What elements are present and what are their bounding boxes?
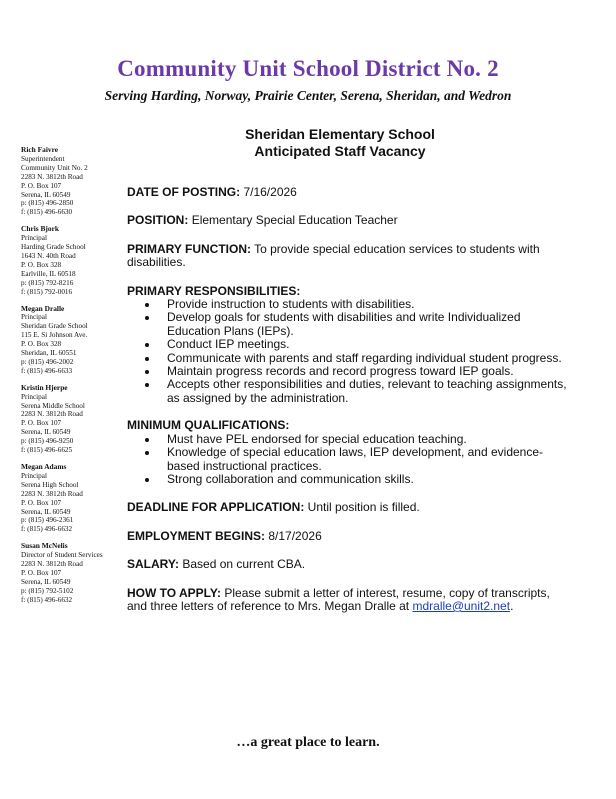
contact-line: Serena, IL 60549 (21, 507, 71, 516)
contact-line: P. O. Box 107 (21, 568, 62, 577)
contact-name: Chris Bjork (21, 224, 59, 234)
contact-line: Serena, IL 60549 (21, 428, 71, 437)
contact-block (21, 463, 131, 534)
apply-period: . (510, 598, 514, 613)
contact-line: Principal (21, 471, 47, 480)
contact-line: f: (815) 496-6632 (21, 595, 73, 604)
contact-block (21, 146, 131, 217)
contact-line: f: (815) 496-6625 (21, 446, 73, 455)
date-of-posting (127, 186, 567, 199)
salary-value: Based on current CBA. (182, 557, 306, 572)
contact-line: Serena High School (21, 480, 79, 489)
contact-line: 2283 N. 3812th Road (21, 489, 83, 498)
qualifications-list (127, 433, 567, 487)
contact-line: P. O. Box 107 (21, 181, 62, 190)
school-heading (150, 126, 530, 160)
primary-responsibilities (127, 285, 567, 406)
contact-line: Serena, IL 60549 (21, 577, 71, 586)
contact-line: Principal (21, 313, 47, 322)
contact-line: f: (815) 792-0016 (21, 287, 73, 296)
contact-line: 2283 N. 3812th Road (21, 560, 83, 569)
contact-line: P. O. Box 328 (21, 260, 62, 269)
position-value: Elementary Special Education Teacher (191, 213, 398, 228)
position (127, 214, 567, 227)
list-item: • Accepts other responsibilities and duties, relevant to teaching assignments, as assigned by the administration. (159, 378, 567, 405)
district-title: Community Unit School District No. 2 (117, 56, 499, 81)
list-item: • Develop goals for students with disabilities and write Individualized Education Plans (IEPs). (159, 311, 567, 338)
contact-line: Community Unit No. 2 (21, 163, 88, 172)
deadline (127, 501, 567, 514)
contact-block (21, 225, 131, 296)
employment-label: EMPLOYMENT BEGINS: (127, 528, 266, 543)
minimum-qualifications (127, 419, 567, 486)
deadline-value: Until position is filled. (307, 500, 420, 515)
footer-tagline: …a great place to learn. (236, 735, 380, 750)
contact-block (21, 384, 131, 455)
apply-value: Please submit a letter of interest, resume, copy of transcripts, and three letters of reference to Mrs. Megan Dralle at (127, 585, 550, 613)
contact-line: Sheridan, IL 60551 (21, 349, 77, 358)
contact-name: Megan Dralle (21, 303, 65, 313)
qualifications-heading: MINIMUM QUALIFICATIONS: (127, 418, 290, 433)
contact-line: 2283 N. 3812th Road (21, 410, 83, 419)
primary-function (127, 243, 567, 270)
apply-label: HOW TO APPLY: (127, 585, 222, 600)
list-item: • Communicate with parents and staff regarding individual student progress. (159, 352, 567, 365)
contact-line: Earlville, IL 60518 (21, 269, 76, 278)
how-to-apply (127, 587, 567, 614)
contact-line: 1643 N. 40th Road (21, 251, 76, 260)
date-of-posting-value: 7/16/2026 (243, 185, 297, 199)
contact-line: 115 E. Si Johnson Ave. (21, 331, 88, 340)
list-item: • Strong collaboration and communication skills. (159, 473, 567, 486)
contact-line: Serena, IL 60549 (21, 190, 71, 199)
responsibilities-heading: PRIMARY RESPONSIBILITIES: (127, 283, 301, 298)
contact-line: p: (815) 792-5102 (21, 586, 74, 595)
employment-begins (127, 530, 567, 543)
list-item: • Conduct IEP meetings. (159, 338, 567, 351)
contact-block (21, 542, 131, 604)
primary-function-label: PRIMARY FUNCTION: (127, 241, 251, 256)
list-item: • Must have PEL endorsed for special education teaching. (159, 433, 567, 446)
contact-line: p: (815) 496-2002 (21, 357, 74, 366)
list-item: • Knowledge of special education laws, IEP development, and evidence-based instructional practices. (159, 446, 567, 473)
deadline-label: DEADLINE FOR APPLICATION: (127, 500, 305, 515)
contact-line: p: (815) 496-2361 (21, 516, 74, 525)
contact-line: Principal (21, 234, 47, 243)
salary-label: SALARY: (127, 557, 179, 572)
salary (127, 558, 567, 571)
contact-line: f: (815) 496-6632 (21, 525, 73, 534)
posting-body (127, 186, 567, 628)
contact-name: Susan McNelis (21, 541, 68, 551)
contact-name: Megan Adams (21, 462, 67, 471)
email-link[interactable]: mdralle@unit2.net (412, 598, 511, 613)
responsibilities-list (127, 298, 567, 405)
contact-line: f: (815) 496-6630 (21, 208, 73, 217)
contact-line: f: (815) 496-6633 (21, 366, 73, 375)
contact-line: Director of Student Services (21, 551, 103, 560)
contact-line: P. O. Box 107 (21, 498, 62, 507)
list-item: • Provide instruction to students with disabilities. (159, 298, 567, 311)
date-of-posting-label: DATE OF POSTING: (127, 185, 241, 199)
contact-line: Sheridan Grade School (21, 322, 88, 331)
contact-line: P. O. Box 107 (21, 419, 62, 428)
primary-function-value: To provide special education services to students with disabilities. (127, 241, 540, 270)
contact-line: Serena Middle School (21, 401, 85, 410)
contact-line: P. O. Box 328 (21, 340, 62, 349)
contact-line: Principal (21, 392, 47, 401)
contact-block (21, 305, 131, 376)
contact-line: Harding Grade School (21, 243, 86, 252)
contact-line: p: (815) 792-8216 (21, 278, 74, 287)
list-item: • Maintain progress records and record progress toward IEP goals. (159, 365, 567, 378)
contact-line: p: (815) 496-9250 (21, 437, 74, 446)
contact-name: Rich Faivre (21, 145, 59, 154)
contact-line: 2283 N. 3812th Road (21, 172, 83, 181)
employment-value: 8/17/2026 (268, 528, 322, 543)
contact-name: Kristin Hjerpe (21, 382, 68, 392)
position-label: POSITION: (127, 213, 189, 228)
contact-line: Superintendent (21, 154, 65, 163)
contact-line: p: (815) 496-2850 (21, 199, 74, 208)
vacancy-subtitle: Anticipated Staff Vacancy (254, 143, 426, 159)
contacts-sidebar (21, 146, 131, 613)
school-name: Sheridan Elementary School (245, 126, 435, 142)
district-serving-line: Serving Harding, Norway, Prairie Center, Serena, Sheridan, and Wedron (104, 88, 512, 103)
